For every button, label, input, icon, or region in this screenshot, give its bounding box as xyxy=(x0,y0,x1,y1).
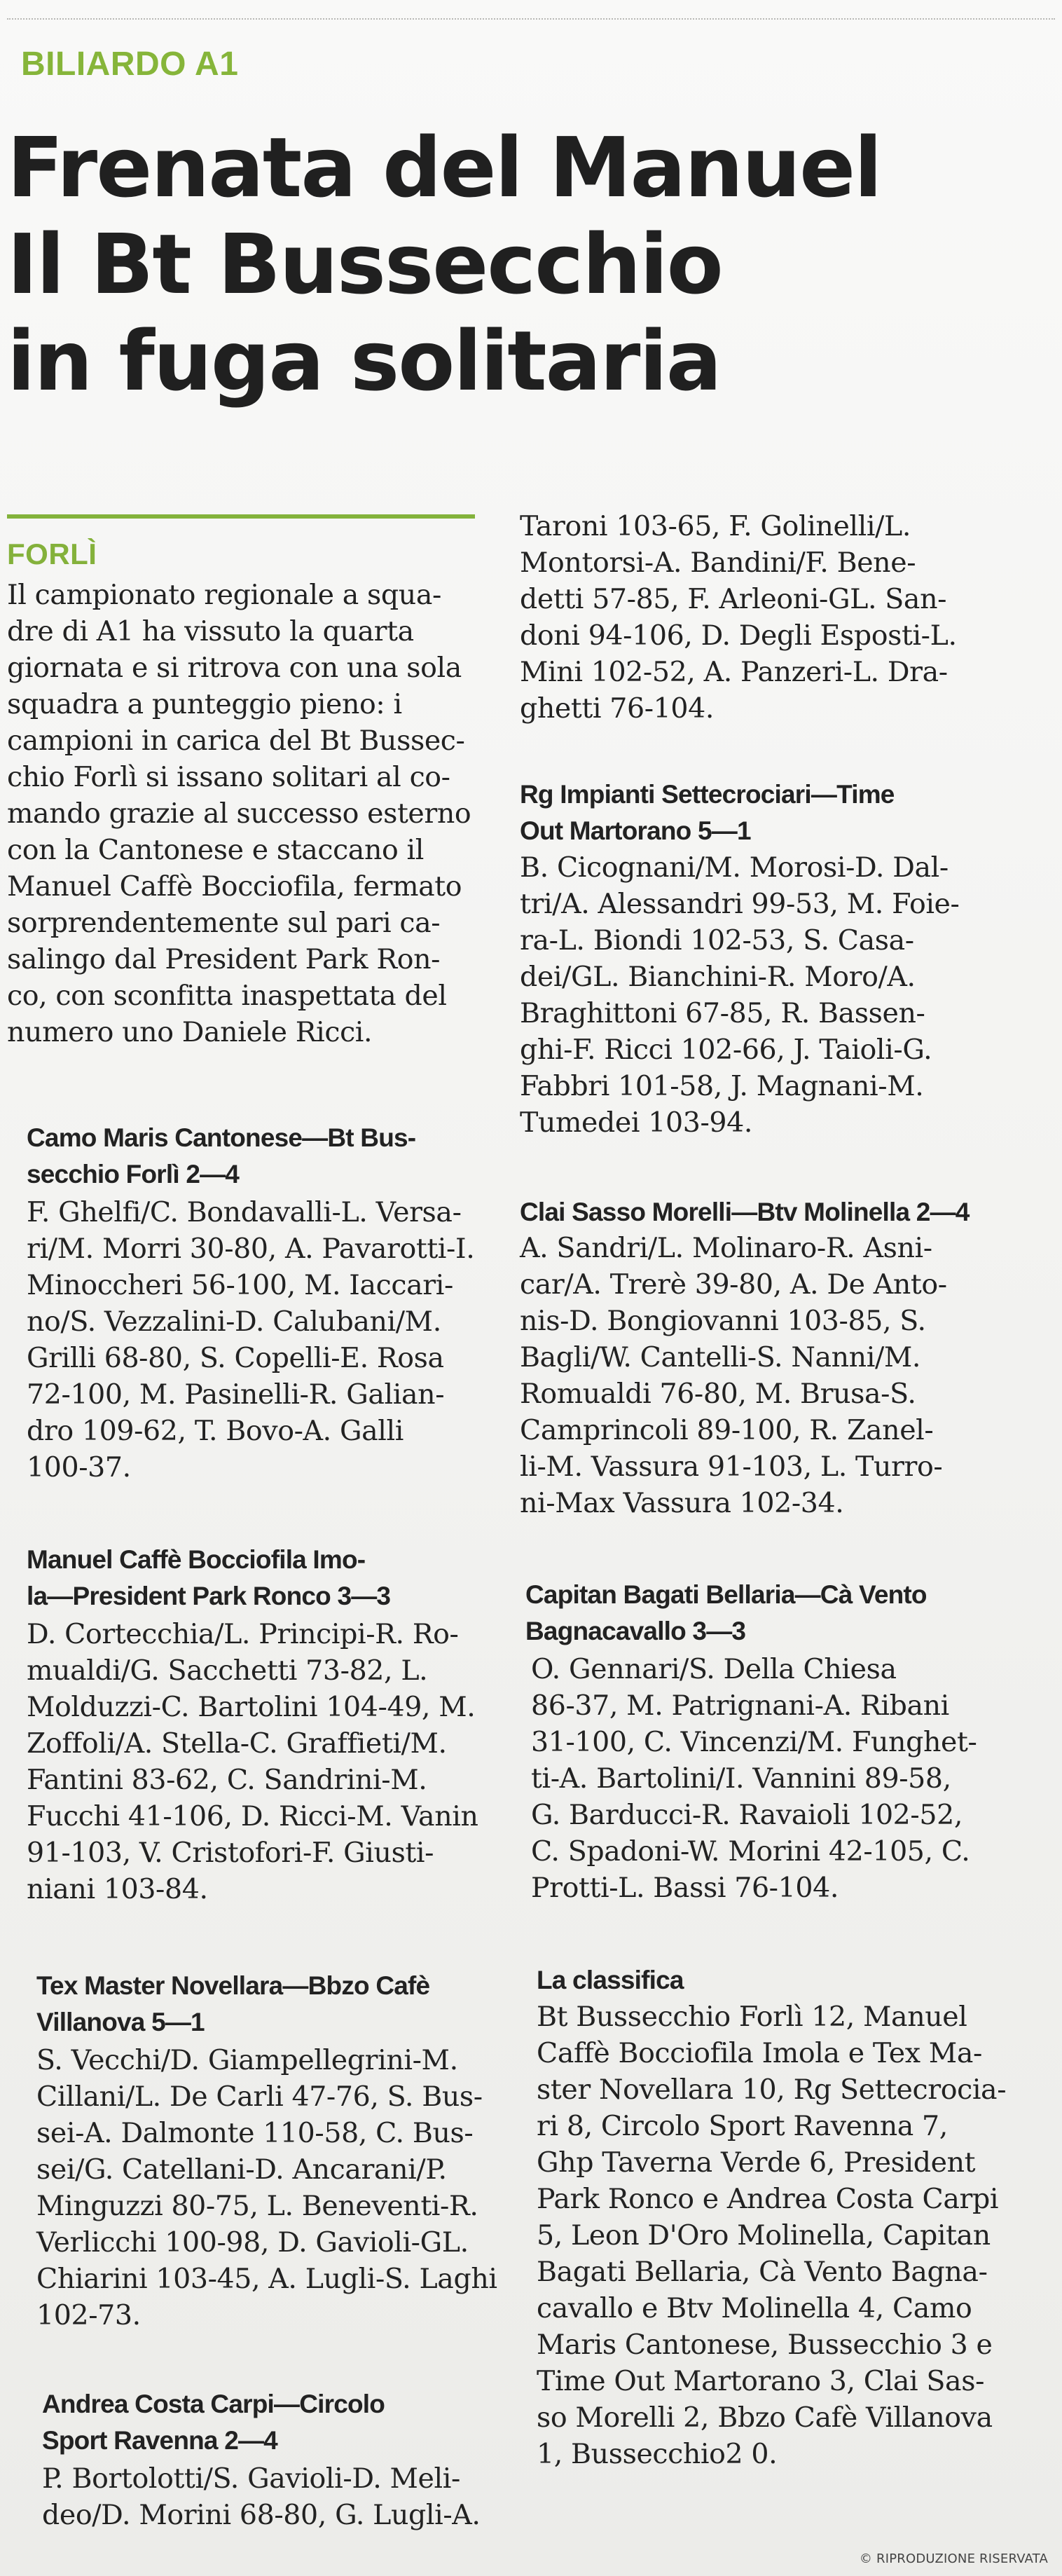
match-result-line: Molduzzi-C. Bartolini 104-49, M. xyxy=(27,1691,476,1723)
match-heading-line: Tex Master Novellara—Bbzo Cafè xyxy=(36,1971,430,2000)
match-result-line: sei-A. Dalmonte 110-58, C. Bus- xyxy=(36,2117,474,2149)
match-result-line: Fucchi 41-106, D. Ricci-M. Vanin xyxy=(27,1800,478,1832)
standings-line: 5, Leon D'Oro Molinella, Capitan xyxy=(537,2219,991,2252)
match-heading-line: Capitan Bagati Bellaria—Cà Vento xyxy=(525,1580,927,1609)
match-result-line: Minoccheri 56-100, M. Iaccari- xyxy=(27,1269,453,1301)
standings-heading: La classifica xyxy=(537,1966,684,1994)
intro-line: con la Cantonese e staccano il xyxy=(7,834,424,866)
standings-line: cavallo e Btv Molinella 4, Camo xyxy=(537,2292,972,2324)
standings-line: so Morelli 2, Bbzo Cafè Villanova xyxy=(537,2402,993,2434)
match-heading-line: Bagnacavallo 3—3 xyxy=(525,1617,746,1645)
match-heading-line: la—President Park Ronco 3—3 xyxy=(27,1582,391,1610)
standings-line: 1, Bussecchio2 0. xyxy=(537,2438,778,2470)
intro-line: salingo dal President Park Ron- xyxy=(7,943,441,975)
copyright-notice: © RIPRODUZIONE RISERVATA xyxy=(859,2551,1048,2566)
match-result-line: B. Cicognani/M. Morosi-D. Dal- xyxy=(520,851,949,884)
continued-results xyxy=(520,508,957,727)
match-result-line: niani 103-84. xyxy=(27,1873,208,1905)
continuation-line: Mini 102-52, A. Panzeri-L. Dra- xyxy=(520,656,948,688)
match-clai-btv-results xyxy=(520,1230,947,1521)
match-rg-impianti-time-out xyxy=(520,776,895,849)
continuation-line: Taroni 103-65, F. Golinelli/L. xyxy=(520,510,911,542)
match-result-line: Braghittoni 67-85, R. Bassen- xyxy=(520,997,925,1029)
match-result-line: 86-37, M. Patrignani-A. Ribani xyxy=(531,1690,949,1722)
standings-line: Maris Cantonese, Bussecchio 3 e xyxy=(537,2329,993,2361)
match-result-line: Tumedei 103-94. xyxy=(520,1107,753,1139)
match-clai-btv xyxy=(520,1194,970,1231)
match-result-line: ni-Max Vassura 102-34. xyxy=(520,1487,844,1519)
match-result-line: Cillani/L. De Carli 47-76, S. Bus- xyxy=(36,2081,483,2113)
match-result-line: Romualdi 76-80, M. Brusa-S. xyxy=(520,1378,916,1410)
standings-line: Time Out Martorano 3, Clai Sas- xyxy=(537,2365,985,2397)
match-result-line: sei/G. Catellani-D. Ancarani/P. xyxy=(36,2153,447,2186)
standings-line: ri 8, Circolo Sport Ravenna 7, xyxy=(537,2110,948,2142)
match-result-line: ti-A. Bartolini/I. Vannini 89-58, xyxy=(531,1762,951,1795)
match-capitan-ca-vento xyxy=(525,1577,927,1650)
match-result-line: tri/A. Alessandri 99-53, M. Foie- xyxy=(520,888,960,920)
continuation-line: doni 94-106, D. Degli Esposti-L. xyxy=(520,619,957,652)
match-result-line: Fabbri 101-58, J. Magnani-M. xyxy=(520,1070,924,1102)
match-result-line: Grilli 68-80, S. Copelli-E. Rosa xyxy=(27,1342,444,1374)
standings-line: Bt Bussecchio Forlì 12, Manuel xyxy=(537,2001,967,2033)
match-result-line: car/A. Trerè 39-80, A. De Anto- xyxy=(520,1268,947,1301)
standings-line: Caffè Bocciofila Imola e Tex Ma- xyxy=(537,2037,982,2069)
match-heading-line: Clai Sasso Morelli—Btv Molinella 2—4 xyxy=(520,1198,970,1226)
match-result-line: ri/M. Morri 30-80, A. Pavarotti-I. xyxy=(27,1233,475,1265)
match-result-line: Verlicchi 100-98, D. Gavioli-GL. xyxy=(36,2226,469,2259)
match-result-line: D. Cortecchia/L. Principi-R. Ro- xyxy=(27,1618,459,1650)
intro-line: co, con sconfitta inaspettata del xyxy=(7,980,447,1012)
continuation-line: ghetti 76-104. xyxy=(520,692,714,725)
intro-line: sorprendentemente sul pari ca- xyxy=(7,907,441,939)
match-result-line: Fantini 83-62, C. Sandrini-M. xyxy=(27,1764,427,1796)
match-result-line: O. Gennari/S. Della Chiesa xyxy=(531,1653,897,1685)
intro-line: Manuel Caffè Bocciofila, fermato xyxy=(7,870,462,903)
match-manuel-president-results xyxy=(27,1616,478,1907)
match-heading-line: Camo Maris Cantonese—Bt Bus- xyxy=(27,1123,416,1152)
standings-section xyxy=(537,1962,684,1999)
match-heading-line: Andrea Costa Carpi—Circolo xyxy=(42,2390,385,2418)
match-result-line: deo/D. Morini 68-80, G. Lugli-A. xyxy=(42,2499,481,2531)
match-result-line: 100-37. xyxy=(27,1451,131,1484)
match-result-line: Minguzzi 80-75, L. Beneventi-R. xyxy=(36,2190,478,2222)
match-result-line: ghi-F. Ricci 102-66, J. Taioli-G. xyxy=(520,1034,932,1066)
match-andrea-costa-circolo-results xyxy=(42,2460,481,2533)
match-heading-line: Manuel Caffè Bocciofila Imo- xyxy=(27,1545,366,1574)
match-result-line: dei/GL. Bianchini-R. Moro/A. xyxy=(520,961,916,993)
match-result-line: 72-100, M. Pasinelli-R. Galian- xyxy=(27,1378,445,1411)
standings-text xyxy=(537,1999,1006,2472)
match-result-line: F. Ghelfi/C. Bondavalli-L. Versa- xyxy=(27,1196,462,1228)
match-result-line: Chiarini 103-45, A. Lugli-S. Laghi xyxy=(36,2263,497,2295)
match-heading-line: Out Martorano 5—1 xyxy=(520,816,751,845)
match-heading-line: Villanova 5—1 xyxy=(36,2008,205,2036)
left-column-accent-rule xyxy=(7,514,475,519)
match-capitan-ca-vento-results xyxy=(531,1651,977,1906)
match-cantonese-bussecchio xyxy=(27,1120,415,1193)
match-result-line: Zoffoli/A. Stella-C. Graffieti/M. xyxy=(27,1727,447,1760)
intro-line: mando grazie al successo esterno xyxy=(7,797,471,830)
match-heading-line: Rg Impianti Settecrociari—Time xyxy=(520,780,895,809)
match-result-line: mualdi/G. Sacchetti 73-82, L. xyxy=(27,1654,428,1687)
match-result-line: A. Sandri/L. Molinaro-R. Asni- xyxy=(520,1232,932,1264)
match-tex-master-bbzo-results xyxy=(36,2042,497,2334)
match-result-line: no/S. Vezzalini-D. Calubani/M. xyxy=(27,1306,441,1338)
match-tex-master-bbzo xyxy=(36,1968,429,2041)
intro-paragraph xyxy=(7,577,471,1050)
headline-line-3: in fuga solitaria xyxy=(7,313,721,409)
match-result-line: G. Barducci-R. Ravaioli 102-52, xyxy=(531,1799,963,1831)
standings-line: Bagati Bellaria, Cà Vento Bagna- xyxy=(537,2256,988,2288)
match-result-line: dro 109-62, T. Bovo-A. Galli xyxy=(27,1415,404,1447)
continuation-line: Montorsi-A. Bandini/F. Bene- xyxy=(520,547,916,579)
match-result-line: S. Vecchi/D. Giampellegrini-M. xyxy=(36,2044,458,2076)
intro-line: chio Forlì si issano solitari al co- xyxy=(7,761,450,793)
intro-line: dre di A1 ha vissuto la quarta xyxy=(7,615,414,648)
match-result-line: Bagli/W. Cantelli-S. Nanni/M. xyxy=(520,1341,921,1373)
section-kicker: BILIARDO A1 xyxy=(21,46,239,83)
intro-line: Il campionato regionale a squa- xyxy=(7,579,441,611)
match-heading-line: secchio Forlì 2—4 xyxy=(27,1160,240,1188)
dateline: FORLÌ xyxy=(7,537,97,570)
match-result-line: 102-73. xyxy=(36,2299,141,2331)
intro-line: numero uno Daniele Ricci. xyxy=(7,1016,373,1048)
standings-line: Park Ronco e Andrea Costa Carpi xyxy=(537,2183,999,2215)
match-cantonese-bussecchio-results xyxy=(27,1194,474,1486)
intro-line: campioni in carica del Bt Bussec- xyxy=(7,725,465,757)
match-rg-impianti-time-out-results xyxy=(520,849,959,1141)
headline-line-1: Frenata del Manuel xyxy=(7,119,881,216)
intro-line: squadra a punteggio pieno: i xyxy=(7,688,402,720)
standings-line: ster Novellara 10, Rg Settecrocia- xyxy=(537,2074,1007,2106)
match-result-line: 31-100, C. Vincenzi/M. Funghet- xyxy=(531,1726,977,1758)
match-manuel-president xyxy=(27,1542,390,1615)
match-heading-line: Sport Ravenna 2—4 xyxy=(42,2426,277,2455)
match-result-line: Protti-L. Bassi 76-104. xyxy=(531,1872,839,1904)
top-dotted-rule xyxy=(7,18,1055,20)
match-result-line: Camprincoli 89-100, R. Zanel- xyxy=(520,1414,934,1446)
headline-line-2: Il Bt Bussecchio xyxy=(7,216,722,313)
continuation-line: detti 57-85, F. Arleoni-GL. San- xyxy=(520,583,947,615)
intro-line: giornata e si ritrova con una sola xyxy=(7,652,462,684)
standings-line: Ghp Taverna Verde 6, President xyxy=(537,2146,976,2179)
match-result-line: 91-103, V. Cristofori-F. Giusti- xyxy=(27,1837,434,1869)
match-result-line: ra-L. Biondi 102-53, S. Casa- xyxy=(520,924,914,957)
match-result-line: li-M. Vassura 91-103, L. Turro- xyxy=(520,1451,943,1483)
match-result-line: nis-D. Bongiovanni 103-85, S. xyxy=(520,1305,926,1337)
match-result-line: C. Spadoni-W. Morini 42-105, C. xyxy=(531,1835,970,1868)
headline xyxy=(7,119,1051,409)
match-andrea-costa-circolo xyxy=(42,2386,385,2459)
match-result-line: P. Bortolotti/S. Gavioli-D. Meli- xyxy=(42,2462,460,2495)
